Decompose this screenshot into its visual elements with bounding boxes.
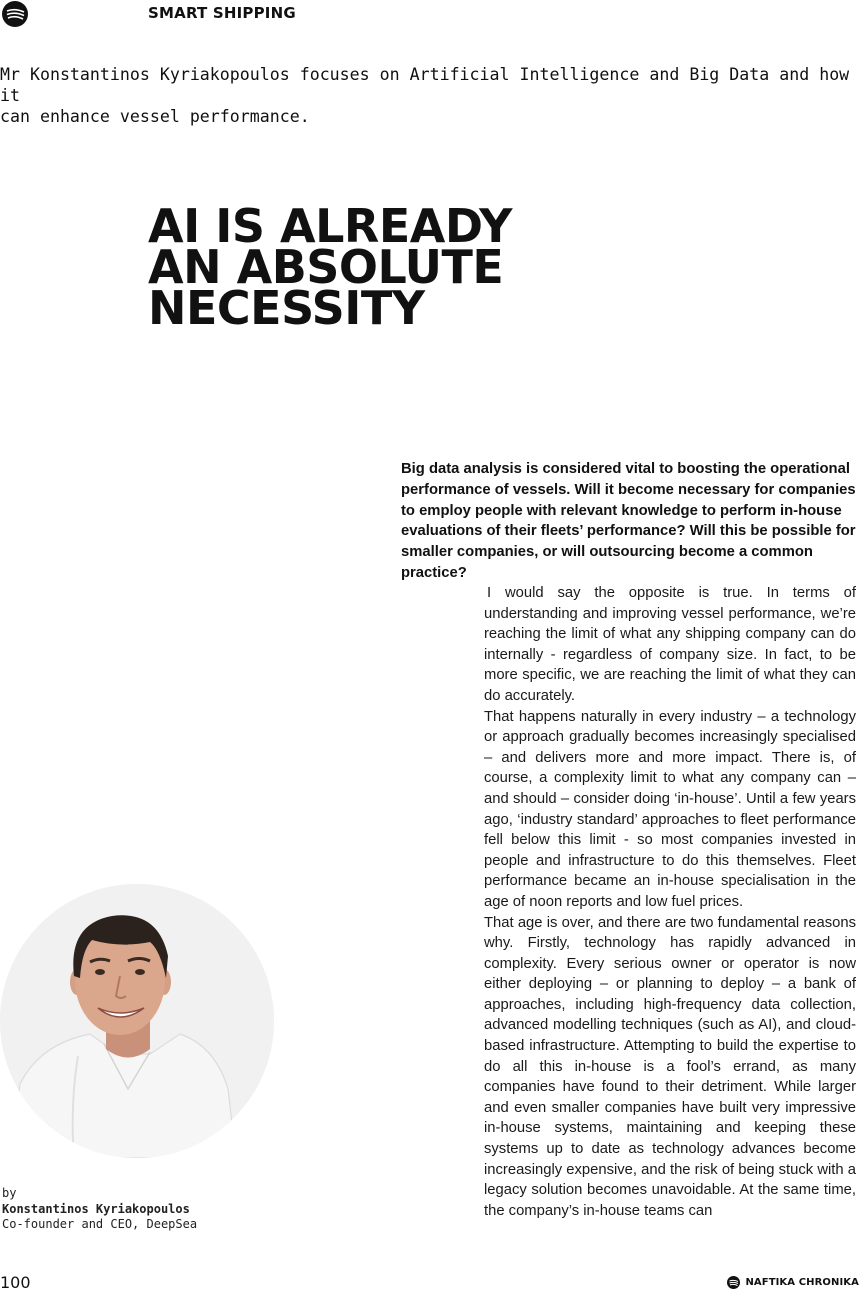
article-headline <box>148 199 512 335</box>
byline <box>2 1186 197 1233</box>
page-number: 100 <box>0 1273 31 1292</box>
headline-line: NECESSITY <box>148 281 425 335</box>
magazine-logo-icon <box>2 1 28 27</box>
headline-line: AN ABSOLUTE <box>148 240 504 294</box>
author-name: Konstantinos Kyriakopoulos <box>2 1201 190 1216</box>
wave-logo-icon <box>727 1276 740 1289</box>
author-role: Co-founder and CEO, DeepSea <box>2 1217 198 1231</box>
answer-paragraph: I would say the opposite is true. In terms of understanding and improving vessel performance, we’re reaching the limit of what any shipping company can do internally - regardless of company size. In fact, to be more specific, we are reaching the limit of what they can do accurately. <box>484 585 856 704</box>
answer-paragraph: That happens naturally in every industry – a technology or approach gradually becomes increasingly specialised – and delivers more and more impact. There is, of course, a complexity limit to what any company can – and should – consider doing ‘in-house’. Until a few years ago, ‘industry standard’ approaches to fleet performance fell below this limit - so most companies invested in people and infrastructure to do this themselves. Fleet performance became an in-house specialisation in the age of noon reports and low fuel prices. <box>484 708 856 910</box>
byline-prefix: by <box>2 1186 17 1200</box>
interview-question: Big data analysis is considered vital to boosting the operational performance of vessels. Will it become necessary for companies to employ people with relevant knowledge to perform in-house evaluations of their fleets’ performance? Will this be possible for smaller companies, or will outsourcing become a common practice? <box>401 461 856 581</box>
intro-text: Mr Konstantinos Kyriakopoulos focuses on Artificial Intelligence and Big Data and how it can enhance vessel performance. <box>0 65 850 126</box>
interview-answer <box>484 583 856 1221</box>
author-portrait <box>0 884 274 1158</box>
headline-line: AI IS ALREADY <box>148 199 512 253</box>
magazine-name: NAFTIKA CHRONIKA <box>745 1277 859 1288</box>
section-label: SMART SHIPPING <box>148 4 296 22</box>
answer-paragraph: That age is over, and there are two fundamental reasons why. Firstly, technology has rapidly advanced in complexity. Every serious owner or operator is now either deploying – or planning to deploy – a bank of approaches, including high-frequency data collection, advanced modelling techniques (such as AI), and cloud-based infrastructure. Attempting to build the expertise to do all this in-house is a fool’s errand, as many companies have found to their detriment. While larger and even smaller companies have built very impressive in-house systems, maintaining and keeping these systems up to date as technology advances become increasingly expensive, and the risk of being stuck with a legacy solution becomes unavoidable. At the same time, the company’s in-house teams can <box>484 914 856 1219</box>
footer-brand <box>727 1276 859 1289</box>
